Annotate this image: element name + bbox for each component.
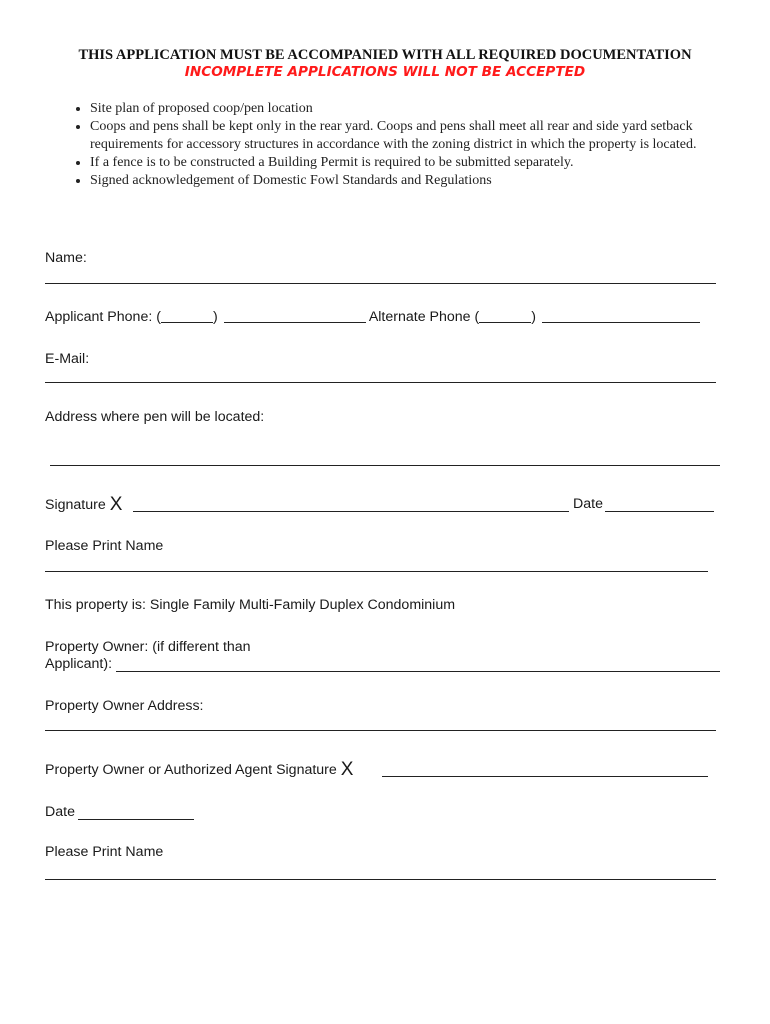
applicant-phone-label: Applicant Phone: (	[45, 309, 161, 325]
applicant-phone-close: )	[212, 309, 218, 325]
owner-field[interactable]	[116, 671, 720, 672]
print-name-label: Please Print Name	[45, 538, 164, 554]
owner-print-name-label: Please Print Name	[45, 844, 164, 860]
requirement-item: • Coops and pens shall be kept only in the rear yard. Coops and pens shall meet all rear and side yard setback requirements for accessory structures in accordance with the zoning district in which the property is located.	[90, 118, 730, 154]
applicant-area-code-field[interactable]	[161, 310, 213, 323]
property-type-label: This property is:	[45, 597, 146, 613]
owner-signature-label: Property Owner or Authorized Agent Signature	[45, 762, 337, 778]
applicant-phone-row	[45, 309, 700, 325]
alternate-phone-field[interactable]	[542, 310, 700, 323]
date-label: Date	[573, 496, 603, 512]
name-field[interactable]	[45, 283, 716, 284]
owner-label-line2: Applicant):	[45, 656, 113, 672]
signature-field[interactable]	[133, 511, 569, 512]
alternate-phone-label: Alternate Phone (	[368, 309, 480, 325]
owner-signature-row	[45, 759, 353, 781]
property-type-row	[45, 597, 455, 613]
documentation-notice: THIS APPLICATION MUST BE ACCOMPANIED WITH ALL REQUIRED DOCUMENTATION	[78, 47, 692, 63]
option-multi-family: Multi-Family	[238, 597, 316, 613]
email-label: E-Mail:	[45, 351, 90, 367]
requirements-list	[66, 100, 730, 190]
requirement-item: • Site plan of proposed coop/pen location	[90, 100, 730, 118]
address-label: Address where pen will be located:	[45, 409, 265, 425]
owner-signature-x-mark: X	[340, 759, 354, 780]
signature-x-mark: X	[109, 494, 123, 515]
owner-signature-field[interactable]	[382, 776, 708, 777]
owner-print-name-field[interactable]	[45, 879, 716, 880]
name-label: Name:	[45, 250, 87, 266]
alternate-phone-close: )	[531, 309, 536, 325]
owner-address-field[interactable]	[45, 730, 716, 731]
email-field[interactable]	[45, 382, 716, 383]
alternate-area-code-field[interactable]	[479, 310, 531, 323]
requirement-item: • Signed acknowledgement of Domestic Fowl Standards and Regulations	[90, 172, 730, 190]
owner-date-field[interactable]	[78, 819, 194, 820]
requirement-item: • If a fence is to be constructed a Building Permit is required to be submitted separately.	[90, 154, 730, 172]
incomplete-warning: INCOMPLETE APPLICATIONS WILL NOT BE ACCEPTED	[184, 64, 586, 80]
applicant-phone-field[interactable]	[224, 310, 366, 323]
owner-address-label: Property Owner Address:	[45, 698, 204, 714]
address-field[interactable]	[50, 465, 720, 466]
print-name-field[interactable]	[45, 571, 708, 572]
option-single-family: Single Family	[149, 597, 236, 613]
option-duplex: Duplex	[319, 597, 364, 613]
owner-label-line1: Property Owner: (if different than	[45, 639, 251, 655]
owner-date-label: Date	[45, 804, 75, 820]
signature-row	[45, 494, 122, 516]
signature-label: Signature	[45, 497, 106, 513]
option-condominium: Condominium	[367, 597, 456, 613]
date-field[interactable]	[605, 511, 714, 512]
